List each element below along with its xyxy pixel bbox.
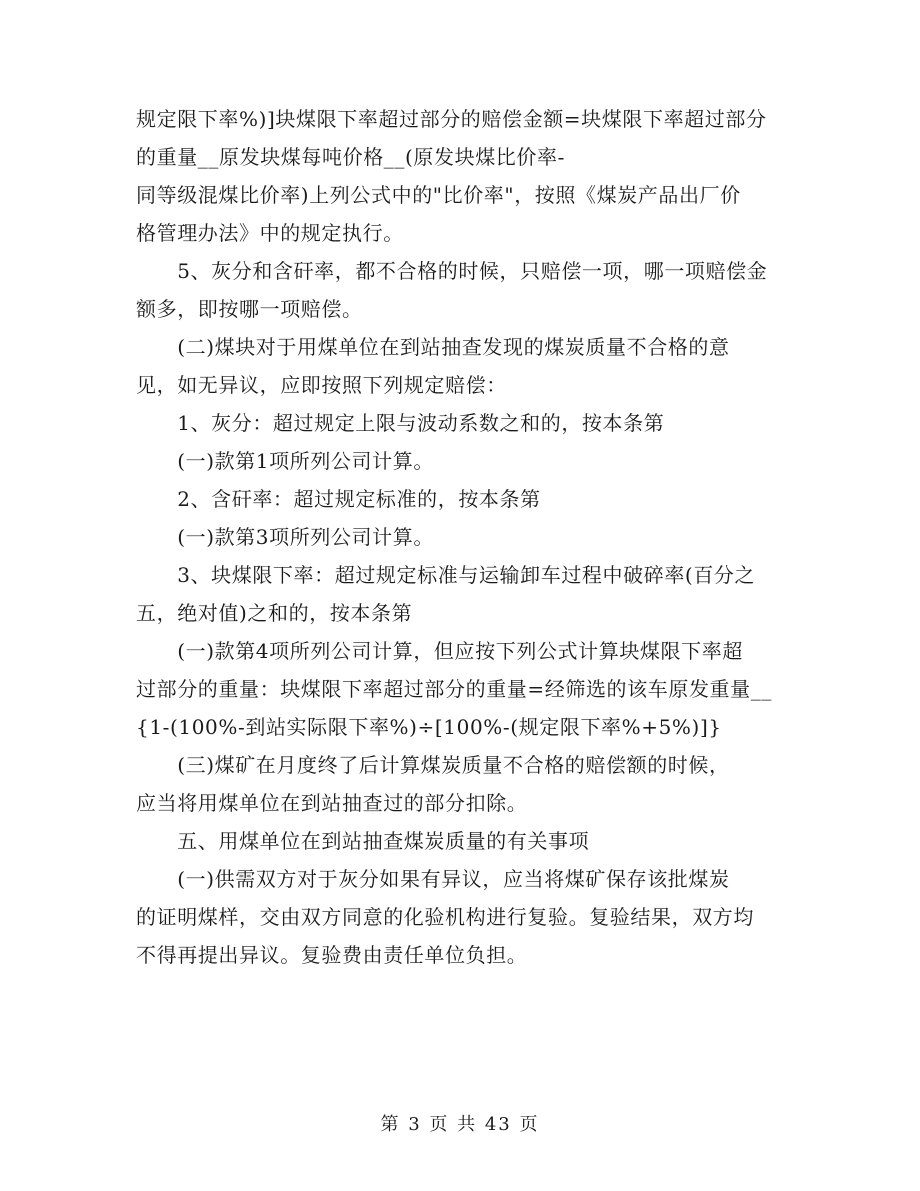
text-line: (二)煤块对于用煤单位在到站抽查发现的煤炭质量不合格的意 xyxy=(136,335,730,359)
text-line: 见，如无异议，应即按照下列规定赔偿： xyxy=(136,373,507,397)
text-line: 同等级混煤比价率)上列公式中的"比价率"，按照《煤炭产品出厂价 xyxy=(136,183,741,207)
text-line: 2、含矸率：超过规定标准的，按本条第 xyxy=(136,487,541,511)
text-line: (三)煤矿在月度终了后计算煤炭质量不合格的赔偿额的时候， xyxy=(136,753,730,777)
text-line: 的证明煤样，交由双方同意的化验机构进行复验。复验结果，双方均 xyxy=(136,905,754,929)
text-line: 5、灰分和含矸率，都不合格的时候，只赔偿一项，哪一项赔偿金 xyxy=(136,259,768,283)
text-line: (一)款第3项所列公司计算。 xyxy=(136,525,434,549)
text-line: 格管理办法》中的规定执行。 xyxy=(136,221,404,245)
text-line: 3、块煤限下率：超过规定标准与运输卸车过程中破碎率(百分之 xyxy=(136,563,756,587)
text-line: (一)款第1项所列公司计算。 xyxy=(136,449,434,473)
text-line: 1、灰分：超过规定上限与波动系数之和的，按本条第 xyxy=(136,411,665,435)
document-body xyxy=(136,100,784,974)
text-line: (一)款第4项所列公司计算，但应按下列公式计算块煤限下率超 xyxy=(136,639,743,663)
text-line: 额多，即按哪一项赔偿。 xyxy=(136,297,363,321)
text-line: 过部分的重量：块煤限下率超过部分的重量=经筛选的该车原发重量__ xyxy=(136,677,772,701)
text-line: (一)供需双方对于灰分如果有异议，应当将煤矿保存该批煤炭 xyxy=(136,867,730,891)
text-line: 规定限下率%)]块煤限下率超过部分的赔偿金额=块煤限下率超过部分 xyxy=(136,107,767,131)
page-number-footer: 第 3 页 共 43 页 xyxy=(380,1114,540,1135)
text-line: 的重量__原发块煤每吨价格__(原发块煤比价率- xyxy=(136,145,565,169)
text-line: 应当将用煤单位在到站抽查过的部分扣除。 xyxy=(136,791,528,815)
text-line: 五，绝对值)之和的，按本条第 xyxy=(136,601,413,625)
text-line: 五、用煤单位在到站抽查煤炭质量的有关事项 xyxy=(136,829,590,853)
text-line: 不得再提出异议。复验费由责任单位负担。 xyxy=(136,943,528,967)
text-line: {1-(100%-到站实际限下率%)÷[100%-(规定限下率%+5%)]} xyxy=(136,715,722,739)
